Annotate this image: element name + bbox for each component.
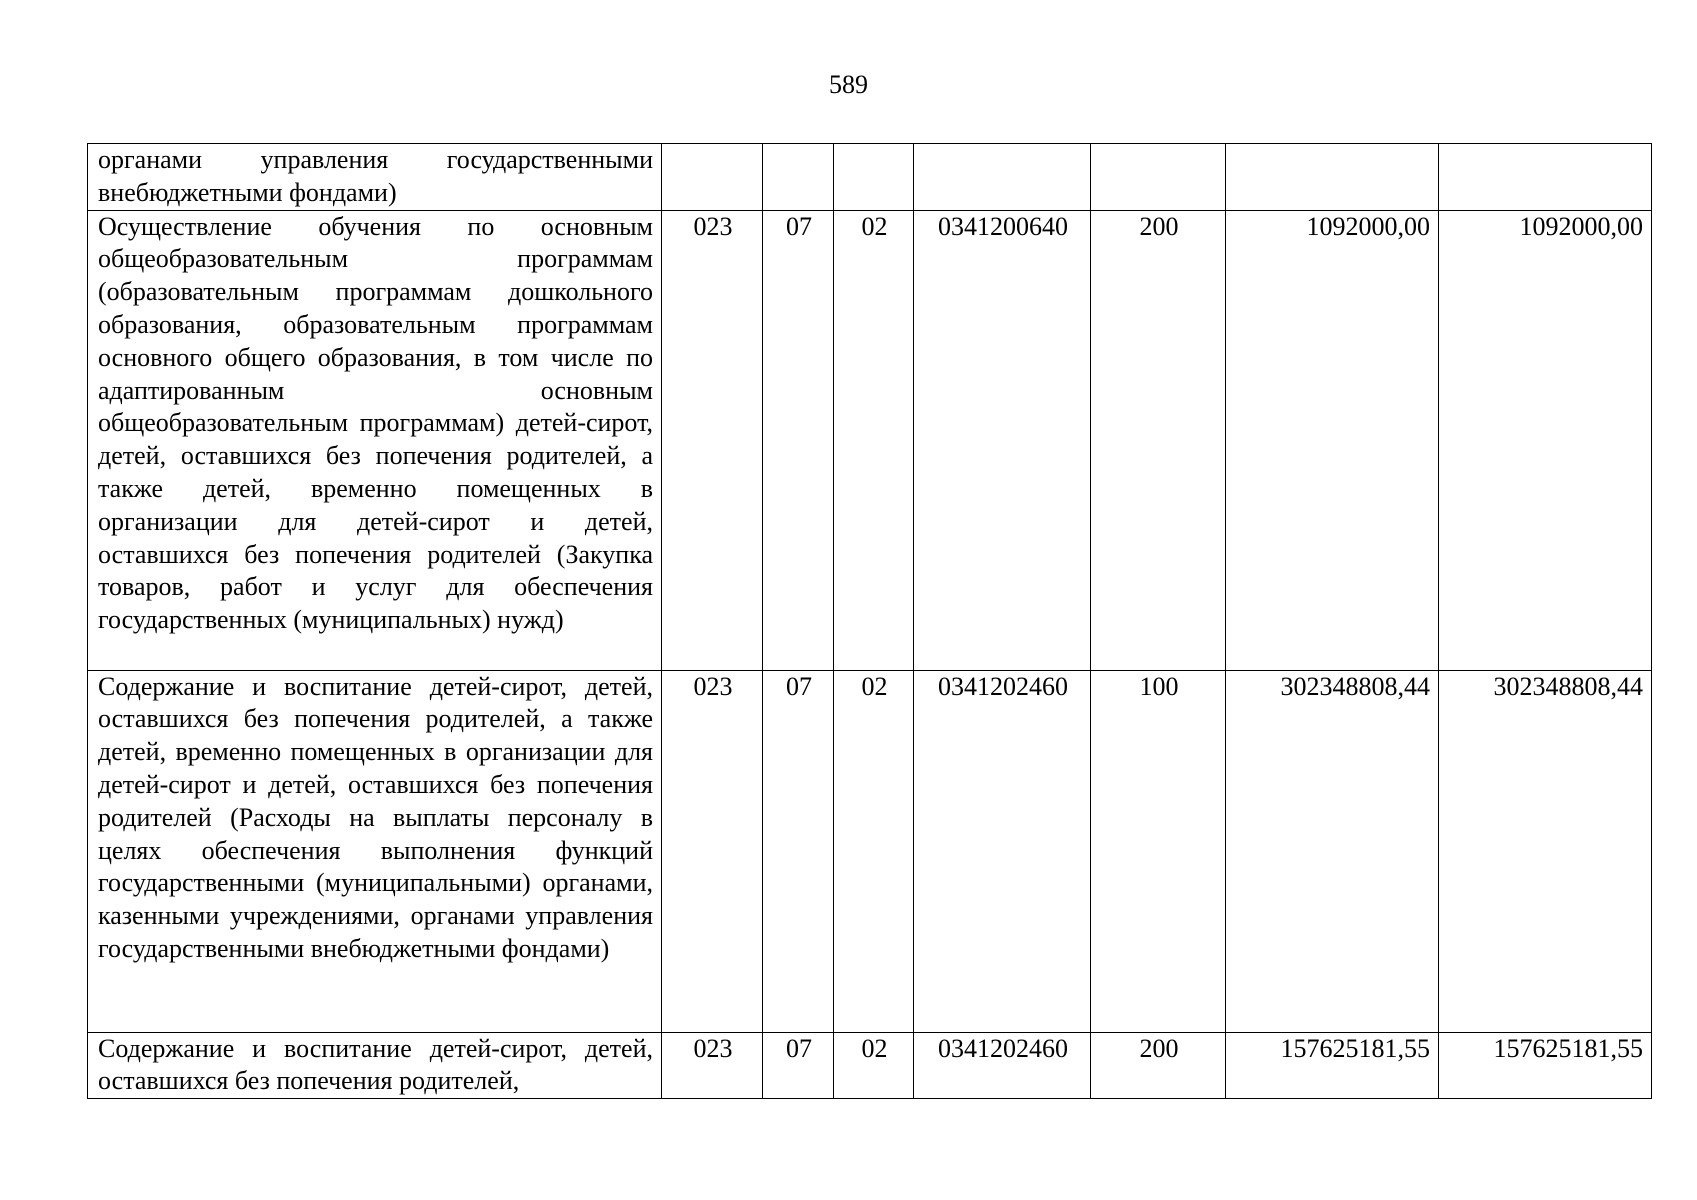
ved-code-cell: 023 <box>662 1032 763 1099</box>
pr-code-cell <box>834 144 914 211</box>
csr-code-cell: 0341200640 <box>914 210 1091 670</box>
table-row <box>88 144 1652 211</box>
csr-code-cell: 0341202460 <box>914 1032 1091 1099</box>
page-number: 589 <box>829 70 868 99</box>
amount-cell-1: 1092000,00 <box>1226 210 1439 670</box>
ved-code-cell: 023 <box>662 210 763 670</box>
row-description: Содержание и воспитание детей-сирот, детей, оставшихся без попечения родителей, а также детей, временно помещенных в организации для детей-сирот и детей, оставшихся без попечения родителей (Расходы на выплаты персоналу в целях обеспечения выполнения функций государственными (муниципальными) органами, казенными учреждениями, органами управления государственными внебюджетными фондами) <box>88 670 662 1032</box>
csr-code-cell: 0341202460 <box>914 670 1091 1032</box>
amount-cell-1 <box>1226 144 1439 211</box>
amount-cell-2: 302348808,44 <box>1439 670 1652 1032</box>
budget-table <box>87 143 1652 1099</box>
pr-code-cell: 02 <box>834 1032 914 1099</box>
rz-code-cell: 07 <box>763 1032 834 1099</box>
ved-code-cell: 023 <box>662 670 763 1032</box>
pr-code-cell: 02 <box>834 210 914 670</box>
rz-code-cell: 07 <box>763 670 834 1032</box>
pr-code-cell: 02 <box>834 670 914 1032</box>
table-row <box>88 210 1652 670</box>
csr-code-cell <box>914 144 1091 211</box>
rz-code-cell: 07 <box>763 210 834 670</box>
vr-code-cell: 200 <box>1091 1032 1226 1099</box>
row-description: органами управления государственными внебюджетными фондами) <box>88 144 662 211</box>
amount-cell-2: 157625181,55 <box>1439 1032 1652 1099</box>
amount-cell-1: 157625181,55 <box>1226 1032 1439 1099</box>
amount-cell-2: 1092000,00 <box>1439 210 1652 670</box>
table-row <box>88 1032 1652 1099</box>
vr-code-cell: 100 <box>1091 670 1226 1032</box>
row-description: Содержание и воспитание детей-сирот, детей, оставшихся без попечения родителей, <box>88 1032 662 1099</box>
table-row <box>88 670 1652 1032</box>
rz-code-cell <box>763 144 834 211</box>
amount-cell-1: 302348808,44 <box>1226 670 1439 1032</box>
vr-code-cell <box>1091 144 1226 211</box>
ved-code-cell <box>662 144 763 211</box>
vr-code-cell: 200 <box>1091 210 1226 670</box>
amount-cell-2 <box>1439 144 1652 211</box>
row-description: Осуществление обучения по основным общеобразовательным программам (образовательным программам дошкольного образования, образовательным программам основного общего образования, в том числе по адаптированным основным общеобразовательным программам) детей-сирот, детей, оставшихся без попечения родителей, а также детей, временно помещенных в организации для детей-сирот и детей, оставшихся без попечения родителей (Закупка товаров, работ и услуг для обеспечения государственных (муниципальных) нужд) <box>88 210 662 670</box>
